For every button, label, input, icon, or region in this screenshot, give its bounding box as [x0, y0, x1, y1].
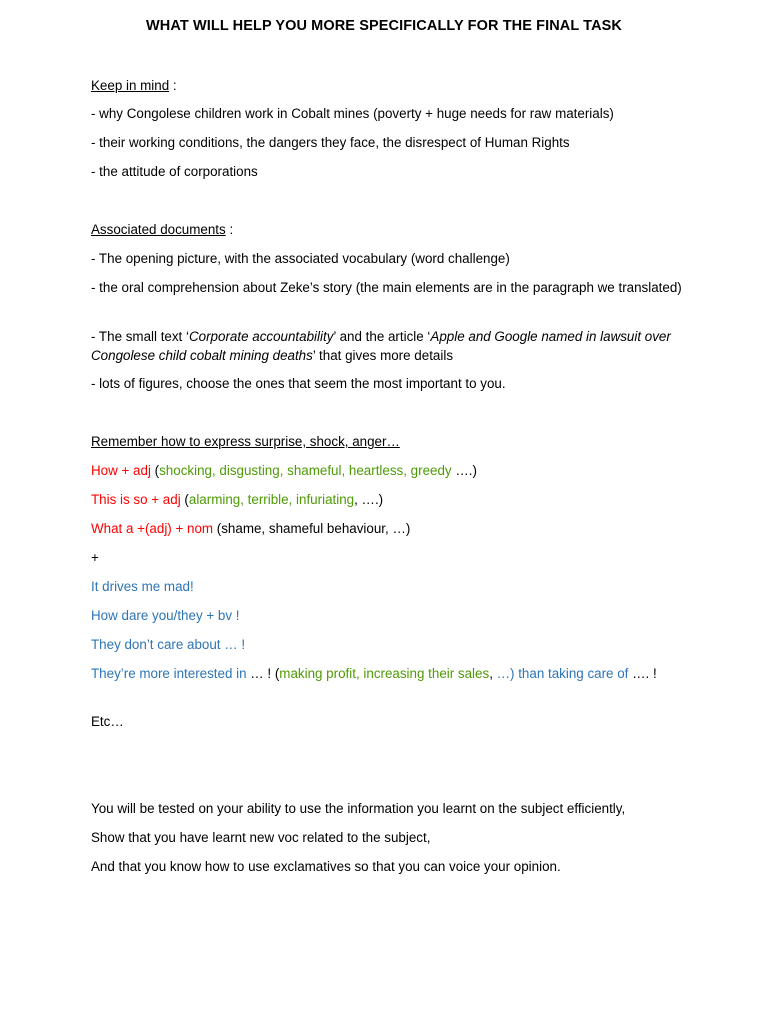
expression-line: [91, 519, 683, 538]
keep-in-mind-heading-line: [91, 76, 683, 95]
exclamative-line: It drives me mad!: [91, 579, 194, 594]
associated-heading: Associated documents: [91, 222, 226, 237]
text-run: (: [150, 463, 160, 478]
structure-red: This is so + adj: [91, 492, 181, 507]
text-run: ’ and the article ‘: [333, 329, 431, 344]
keep-in-mind-heading: Keep in mind: [91, 78, 170, 93]
text-run: , ….): [354, 492, 384, 507]
closing-line: You will be tested on your ability to use the information you learnt on the subject efficiently,: [91, 801, 626, 816]
closing-line: Show that you have learnt new voc related to the subject,: [91, 830, 431, 845]
associated-heading-line: [91, 220, 683, 239]
associated-item: - lots of figures, choose the ones that seem the most important to you.: [91, 376, 506, 391]
text-run: ,: [489, 666, 497, 681]
remember-heading-line: [91, 432, 683, 451]
text-run: - The small text ‘: [91, 329, 189, 344]
keep-in-mind-item: - why Congolese children work in Cobalt mines (poverty + huge needs for raw materials): [91, 106, 614, 121]
text-run: (shame, shameful behaviour, …): [213, 521, 411, 536]
exclamative-line: How dare you/they + bv !: [91, 608, 240, 623]
plus-sign: +: [91, 550, 99, 565]
text-run: (: [180, 492, 189, 507]
examples-green: making profit, increasing their sales: [279, 666, 490, 681]
page-title: WHAT WILL HELP YOU MORE SPECIFICALLY FOR THE FINAL TASK: [146, 18, 622, 34]
adjectives-green: alarming, terrible, infuriating: [188, 492, 355, 507]
article-title-italic: Apple and Google named in lawsuit over Congolese child cobalt mining deaths: [91, 329, 671, 363]
remember-heading: Remember how to express surprise, shock, anger…: [91, 434, 400, 449]
associated-item-articles: [91, 327, 683, 365]
structure-blue: They’re more interested in: [91, 666, 247, 681]
associated-item: - The opening picture, with the associated vocabulary (word challenge): [91, 251, 510, 266]
associated-item: - the oral comprehension about Zeke’s story (the main elements are in the paragraph we translated): [91, 280, 682, 295]
exclamative-line: They don’t care about … !: [91, 637, 246, 652]
etc-line: Etc…: [91, 714, 124, 729]
adjectives-green: shocking, disgusting, shameful, heartless, greedy: [159, 463, 452, 478]
exclamative-line-long: [91, 664, 683, 683]
text-title-italic: Corporate accountability: [188, 329, 334, 344]
heading-colon: :: [225, 222, 234, 237]
text-run: …. !: [628, 666, 657, 681]
heading-colon: :: [169, 78, 177, 93]
keep-in-mind-item: - the attitude of corporations: [91, 164, 258, 179]
structure-red: What a +(adj) + nom: [91, 521, 214, 536]
text-run: … ! (: [246, 666, 280, 681]
closing-line: And that you know how to use exclamatives so that you can voice your opinion.: [91, 859, 561, 874]
text-run: ’ that gives more details: [312, 348, 454, 363]
structure-red: How + adj: [91, 463, 151, 478]
text-run: ….): [451, 463, 477, 478]
expression-line: [91, 461, 683, 480]
structure-blue: …) than taking care of: [496, 666, 629, 681]
keep-in-mind-item: - their working conditions, the dangers they face, the disrespect of Human Rights: [91, 135, 570, 150]
expression-line: [91, 490, 683, 509]
